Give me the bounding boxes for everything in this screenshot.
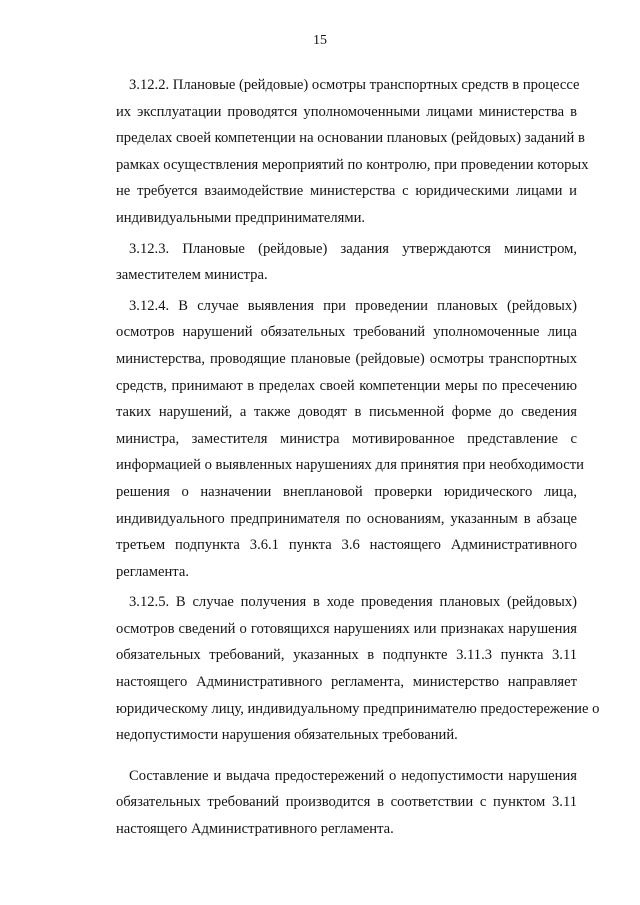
paragraph-3-12-5 [116, 589, 600, 749]
text-line: регламента. [116, 563, 189, 580]
text-line: настоящего Административного регламента. [116, 821, 394, 838]
text-line: 3.12.3. Плановые (рейдовые) задания утверждаются министром, [129, 240, 577, 257]
text-line: осмотров нарушений обязательных требований уполномоченные лица [116, 324, 577, 341]
text-line: их эксплуатации проводятся уполномоченными лицами министерства в [116, 103, 577, 120]
paragraph-closing [116, 763, 577, 843]
text-line: 3.12.2. Плановые (рейдовые) осмотры транспортных средств в процессе [129, 77, 580, 93]
text-line: 3.12.4. В случае выявления при проведении плановых (рейдовых) [129, 297, 577, 314]
text-line: настоящего Административного регламента, министерство направляет [116, 674, 577, 691]
text-line: юридическому лицу, индивидуальному предпринимателю предостережение о [116, 700, 600, 717]
text-line: информацией о выявленных нарушениях для принятия при необходимости [116, 457, 584, 474]
text-line: заместителем министра. [116, 267, 268, 284]
text-line: индивидуального предпринимателя по основаниям, указанным в абзаце [116, 510, 577, 527]
text-line: обязательных требований производится в соответствии с пунктом 3.11 [116, 794, 577, 811]
paragraph-3-12-2 [116, 72, 589, 232]
text-line: третьем подпункта 3.6.1 пункта 3.6 настоящего Административного [116, 537, 577, 554]
document-body [116, 72, 600, 843]
text-line: недопустимости нарушения обязательных требований. [116, 727, 458, 744]
paragraph-3-12-3 [116, 236, 577, 289]
text-line: индивидуальными предпринимателями. [116, 209, 366, 226]
text-line: обязательных требований, указанных в подпункте 3.11.3 пункта 3.11 [116, 647, 577, 664]
paragraph-3-12-4 [116, 293, 584, 586]
text-line: не требуется взаимодействие министерства с юридическими лицами и [116, 183, 577, 200]
text-line: средств, принимают в пределах своей компетенции меры по пресечению [116, 377, 577, 394]
text-line: решения о назначении внеплановой проверки юридического лица, [116, 483, 577, 500]
text-line: таких нарушений, а также доводят в письменной форме до сведения [116, 404, 577, 421]
text-line: министра, заместителя министра мотивированное представление с [116, 430, 577, 447]
text-line: 3.12.5. В случае получения в ходе проведения плановых (рейдовых) [129, 594, 577, 611]
text-line: Составление и выдача предостережений о недопустимости нарушения [129, 767, 577, 784]
page-number: 15 [313, 33, 327, 48]
text-line: рамках осуществления мероприятий по контролю, при проведении которых [116, 156, 589, 173]
text-line: пределах своей компетенции на основании плановых (рейдовых) заданий в [116, 130, 585, 147]
text-line: осмотров сведений о готовящихся нарушениях или признаках нарушения [116, 620, 577, 637]
text-line: министерства, проводящие плановые (рейдовые) осмотры транспортных [116, 350, 577, 367]
